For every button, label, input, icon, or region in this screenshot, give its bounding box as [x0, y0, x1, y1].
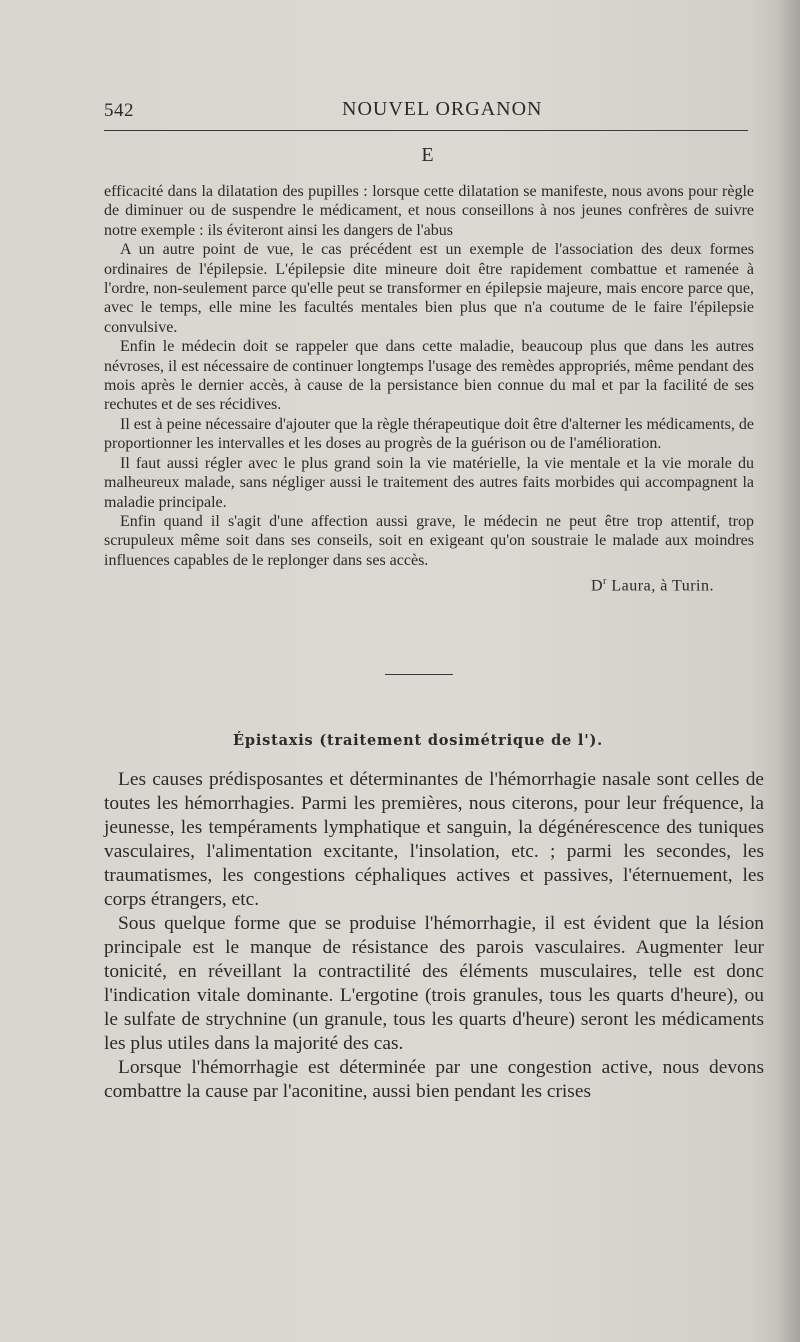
previous-article-body — [104, 182, 754, 596]
section-letter: E — [421, 144, 435, 166]
header-rule — [104, 130, 748, 131]
running-title: NOUVEL ORGANON — [342, 98, 543, 120]
paragraph: Lorsque l'hémorrhagie est déterminée par une congestion active, nous devons combattre la cause par l'aconitine, aussi bien pendant les crises — [104, 1057, 764, 1102]
signature-name: Laura, à Turin. — [606, 577, 714, 595]
article-heading: Épistaxis (traitement dosimétrique de l'). — [233, 732, 603, 749]
paragraph: Sous quelque forme que se produise l'hémorrhagie, il est évident que la lésion principale est le manque de résistance des parois vasculaires. Augmenter leur tonicité, en réveillant la contractilité des éléments musculaires, telle est donc l'indication vitale dominante. L'ergotine (trois granules, tous les quarts d'heure), ou le sulfate de strychnine (un granule, tous les quarts d'heure) seront les médicaments les plus utiles dans la majorité des cas. — [104, 913, 764, 1054]
page-number: 542 — [104, 100, 134, 121]
paragraph: Enfin le médecin doit se rappeler que dans cette maladie, beaucoup plus que dans les autres névroses, il est nécessaire de continuer longtemps l'usage des remèdes appropriés, même pendant des mois après le dernier accès, à cause de la persistance bien connue du mal et par la facilité de ses rechutes et de ses récidives. — [104, 338, 754, 414]
paragraph: Enfin quand il s'agit d'une affection aussi grave, le médecin ne peut être trop attentif, trop scrupuleux même soit dans ses conseils, soit en exigeant qu'on soustraie le malade aux moindres influences capables de le replonger dans ses accès. — [104, 512, 754, 569]
new-article-body — [104, 768, 764, 1104]
signature-sup: r — [603, 576, 607, 588]
section-divider — [385, 674, 453, 675]
paragraph: Les causes prédisposantes et déterminantes de l'hémorrhagie nasale sont celles de toutes les hémorrhagies. Parmi les premières, nous citerons, pour leur fréquence, la jeunesse, les tempéraments lymphatique et sanguin, la dégénérescence des tuniques vasculaires, l'alimentation excitante, l'insolation, etc. ; parmi les secondes, les traumatismes, les congestions céphaliques actives et passives, l'éternuement, les corps étrangers, etc. — [104, 769, 764, 910]
page-header — [104, 98, 744, 126]
page-edge-shadow — [778, 0, 800, 1342]
paragraph: efficacité dans la dilatation des pupilles : lorsque cette dilatation se manifeste, nous avons pour règle de diminuer ou de suspendre le médicament, et nous conseillons à nos jeunes confrères de suivre notre exemple : ils éviteront ainsi les dangers de l'abus — [104, 183, 754, 239]
paragraph: A un autre point de vue, le cas précédent est un exemple de l'association des deux formes ordinaires de l'épilepsie. L'épilepsie dite mineure doit être rapidement combattue et ramenée à l'ordre, non-seulement parce qu'elle peut se transformer en épilepsie majeure, mais encore parce que, avec le temps, elle mine les facultés mentales bien plus que n'a coutume de le faire l'épilepsie convulsive. — [104, 241, 754, 336]
author-signature — [104, 572, 754, 596]
signature-title: D — [590, 577, 604, 595]
paragraph: Il est à peine nécessaire d'ajouter que la règle thérapeutique doit être d'alterner les médicaments, de proportionner les intervalles et les doses au progrès de la guérison ou de l'amélioration. — [104, 415, 754, 453]
paragraph: Il faut aussi régler avec le plus grand soin la vie matérielle, la vie mentale et la vie morale du malheureux malade, sans négliger aussi le traitement des autres faits morbides qui accompagnent la maladie principale. — [104, 454, 754, 511]
